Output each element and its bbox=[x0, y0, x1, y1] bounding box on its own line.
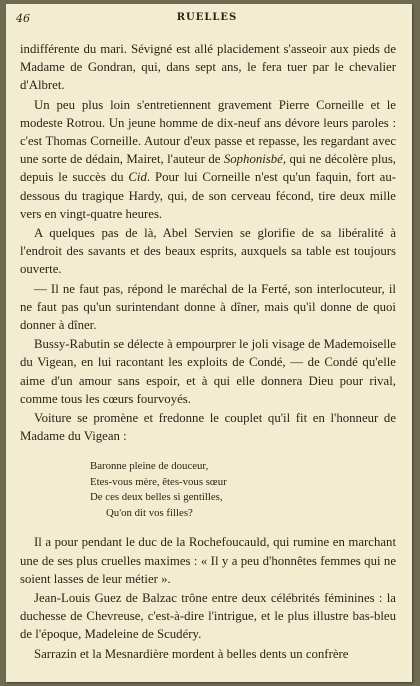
book-page bbox=[6, 4, 412, 682]
verse-line: De ces deux belles si gentilles, bbox=[90, 491, 223, 504]
paragraph: — Il ne faut pas, répond le maréchal de la Ferté, son interlocuteur, il ne faut pas qu'un surintendant donne à dîner, mais qu'il donne de quoi donner à dîner. bbox=[20, 281, 396, 333]
paragraph: A quelques pas de là, Abel Servien se glorifie de sa libéralité à l'endroit des savants et des beaux esprits, auxquels sa table est toujours ouverte. bbox=[20, 226, 396, 277]
running-title: RUELLES bbox=[176, 12, 238, 23]
paragraph: Il a pour pendant le duc de la Rochefoucauld, qui rumine en marchant une de ses plus cruelles maximes : « Il y a peu d'honnêtes femmes qui ne soient lasses de leur métier ». bbox=[20, 535, 396, 586]
page-body bbox=[20, 40, 396, 664]
paragraph: Jean-Louis Guez de Balzac trône entre deux célébrités féminines : la duchesse de Chevreuse, c'est-à-dire l'intrigue, et le plus illustre bas-bleu de l'époque, Madeleine de Scudéry. bbox=[20, 591, 396, 642]
paragraph: Un peu plus loin s'entretiennent gravement Pierre Corneille et le modeste Rotrou. Un jeune homme de dix-neuf ans dévore leurs paroles : c'est Thomas Corneille. Autour d'eux passe et repasse, les regardant avec une sorte de dédain, Mairet, l'auteur de Sophonisbé, qui ne décolère plus, depuis le succès du Cid. Pour lui Corneille n'est qu'un faquin, fort au-dessous du tragique Hardy, qui, de son cerveau fécond, tire deux mille vers en vingt-quatre heures. bbox=[20, 97, 397, 221]
verse-line: Baronne pleine de douceur, bbox=[90, 460, 209, 473]
paragraph: indifférente du mari. Sévigné est allé placidement s'asseoir aux pieds de Madame de Gondran, qui, dans sept ans, le fera tuer par le chevalier d'Albret. bbox=[20, 42, 396, 93]
page-number: 46 bbox=[16, 12, 30, 25]
verse-line: Qu'on dit vos filles? bbox=[106, 506, 193, 519]
paragraph: Voiture se promène et fredonne le couplet qu'il fit en l'honneur de Madame du Vigean : bbox=[20, 411, 396, 444]
paragraph: Sarrazin et la Mesnardière mordent à belles dents un confrère bbox=[34, 646, 349, 661]
page-header bbox=[16, 12, 398, 28]
paragraph: Bussy-Rabutin se délecte à empourprer le joli visage de Mademoiselle du Vigean, en lui racontant les exploits de Condé, — de Condé qu'elle aime d'un amour sans espoir, et à qui elle donnera Dieu pour rival, comme tous les cœurs fourvoyés. bbox=[20, 337, 396, 406]
verse-block bbox=[90, 459, 396, 521]
verse-line: Etes-vous mère, êtes-vous sœur bbox=[90, 475, 227, 488]
